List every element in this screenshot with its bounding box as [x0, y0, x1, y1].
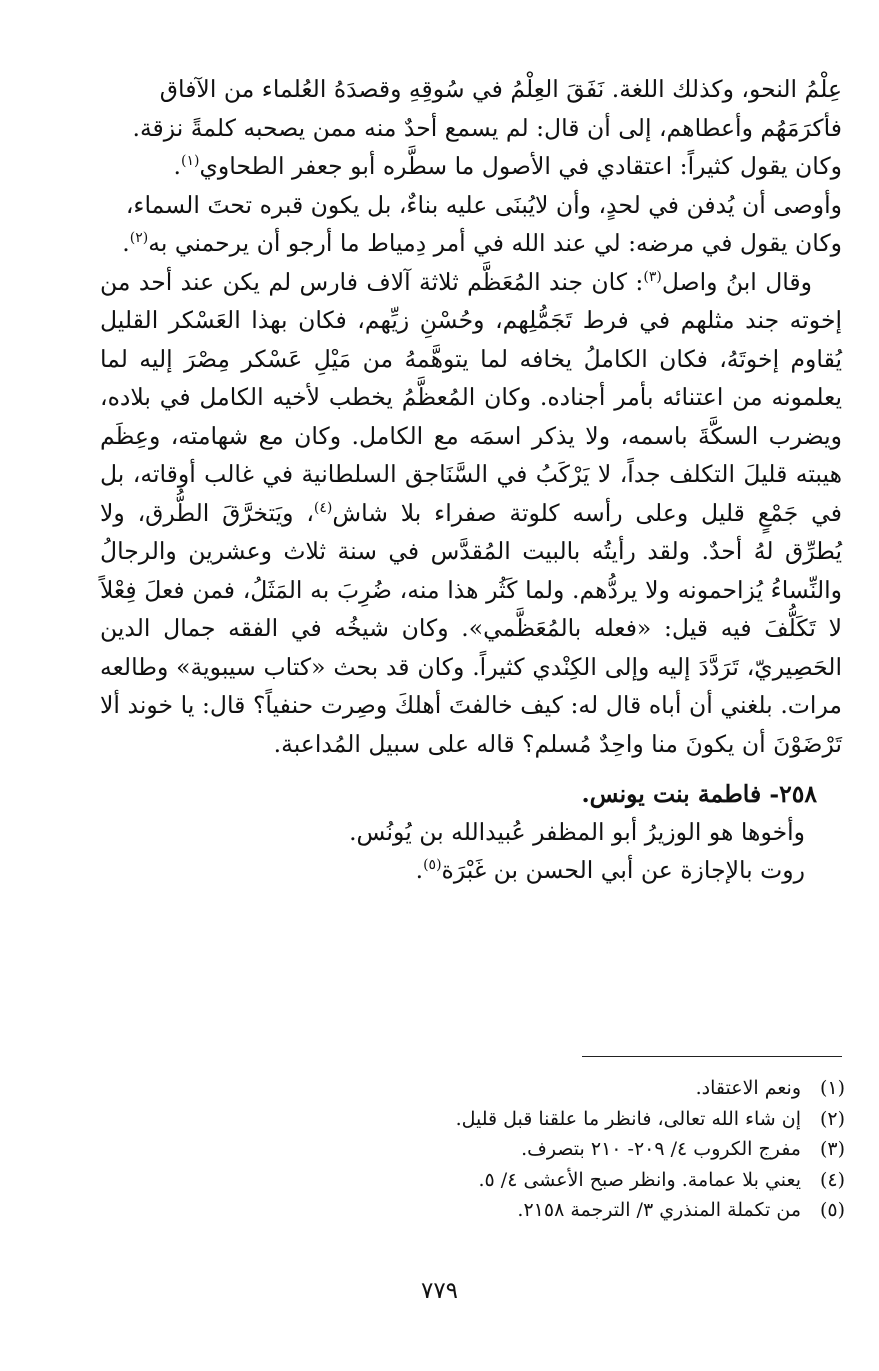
- footnote-ref-4[interactable]: (٤): [313, 499, 333, 516]
- footnote-text: يعني بلا عمامة. وانظر صبح الأعشى ٤/ ٥.: [478, 1168, 801, 1191]
- footnote-ref-3[interactable]: (٣): [643, 268, 662, 285]
- paragraph-creed: [100, 147, 842, 186]
- footnote-ref-2[interactable]: (٢): [129, 230, 149, 247]
- entry-line-brother: وأخوها هو الوزيرُ أبو المظفر عُبيدالله بن يُونُس.: [349, 818, 805, 846]
- paragraph-creed-text: وكان يقول كثيراً: اعتقادي في الأصول ما سطَّره أبو جعفر الطحاوي: [199, 152, 842, 180]
- punctuation: .: [122, 229, 130, 257]
- paragraph-ibn-wasil: [100, 263, 842, 764]
- footnote-text: من تكملة المنذري ٣/ الترجمة ٢١٥٨.: [517, 1199, 801, 1221]
- entry-narration-text: روت بالإجازة عن أبي الحسن بن غَبْرَة: [441, 856, 805, 884]
- punctuation: .: [173, 152, 182, 180]
- biography-entry: [100, 775, 842, 889]
- footnote-ref-5[interactable]: (٥): [423, 857, 442, 874]
- footnote-text: مفرج الكروب ٤/ ٢٠٩- ٢١٠ بتصرف.: [521, 1138, 801, 1160]
- text-line-1: عِلْمُ النحو، وكذلك اللغة. نَفَقَ العِلْمُ في سُوقِهِ وقصدَهُ العُلماء من الآفاق: [159, 75, 842, 103]
- footnote-item: [100, 1165, 845, 1196]
- punctuation: .: [415, 856, 424, 884]
- entry-title: ٢٥٨- فاطمة بنت يونس.: [581, 780, 817, 808]
- footnote-item: [100, 1195, 845, 1226]
- footnote-divider: [582, 1056, 842, 1057]
- footnote-number: (٣): [819, 1138, 845, 1160]
- main-text: [100, 70, 842, 763]
- text-line-2: فأكرَمَهُم وأعطاهم، إلى أن قال: لم يسمع أحدٌ منه ممن يصحبه كلمةً نزقة.: [132, 113, 842, 142]
- footnote-number: (٤): [819, 1168, 845, 1191]
- paragraph-illness: [100, 224, 842, 263]
- footnote-number: (١): [819, 1077, 845, 1099]
- footnote-number: (٥): [819, 1199, 845, 1221]
- paragraph-ibn-wasil-lead: وقال ابنُ واصل: [661, 267, 813, 296]
- page-number: ٧٧٩: [420, 1278, 459, 1304]
- footnotes: [100, 1073, 845, 1226]
- footnote-item: [100, 1134, 845, 1165]
- entry-line-narration: [100, 851, 817, 889]
- footnote-item: [100, 1104, 845, 1135]
- paragraph-ibn-wasil-rest: ، ويَتخرَّقَ الطُّرق، ولا يُطرِّق لهُ أحدٌ. ولقد رأيتُه بالبيت المُقدَّس في سنة ثلاث وعشرين والرجالُ والنِّساءُ يُزاحمونه ولا يردُّهم. ولما كَثُر هذا منه، ضُرِبَ به المَثَلُ، فمن فعلَ فِعْلاً لا تَكَلُّفَ فيه قيل: «فعله بالمُعَظَّمي». وكان شيخُه في الفقه جمال الدين الحَصِيريّ، تَرَدَّدَ إليه وإلى الكِنْدي كثيراً. وكان قد بحث «كتاب سيبوية» وطالعه مرات. بلغني أن أباه قال له: كيف خالفتَ أهلكَ وصِرت حنفياً؟ قال: يا خوند ألا تَرْضَوْنَ أن يكونَ منا واحِدٌ مُسلم؟ قاله على سبيل المُداعبة.: [100, 498, 842, 758]
- paragraph-burial: وأوصى أن يُدفن في لحدٍ، وأن لايُبنَى عليه بناءٌ، بل يكون قبره تحتَ السماء،: [125, 190, 842, 219]
- footnote-item: [100, 1073, 845, 1104]
- page-body: [100, 70, 842, 889]
- footnote-text: إن شاء الله تعالى، فانظر ما علقنا قبل قليل.: [455, 1107, 801, 1130]
- footnote-number: (٢): [819, 1107, 845, 1130]
- paragraph-illness-text: وكان يقول في مرضه: لي عند الله في أمر دِمياط ما أرجو أن يرحمني به: [148, 229, 842, 257]
- paragraph-ibn-wasil-text: : كان جند المُعَظَّم ثلاثة آلاف فارس لم يكن عند أحد من إخوته جند مثلهم في فرط تَجَمُّلِهم، وحُسْنِ زيِّهم، فكان بهذا العَسْكر القليل يُقاوم إخوتَهُ، فكان الكاملُ يخافه لما يتوهَّمهُ من مَيْلِ عَسْكر مِصْرَ إليه لما يعلمونه من اعتنائه بأمر أجناده. وكان المُعظَّمُ يخطب لأخيه الكامل في بلاده، ويضرب السكَّةَ باسمه، ولا يذكر اسمَه مع الكامل. وكان مع شهامته، وعِظَم هيبته قليلَ التكلف جداً، لا يَرْكَبُ في السَّنَاجق السلطانية في غالب أوقاته، بل في جَمْعٍ قليل وعلى رأسه كلوتة صفراء بلا شاش: [100, 267, 842, 527]
- footnote-text: ونعم الاعتقاد.: [695, 1077, 801, 1099]
- footnote-ref-1[interactable]: (١): [181, 153, 200, 170]
